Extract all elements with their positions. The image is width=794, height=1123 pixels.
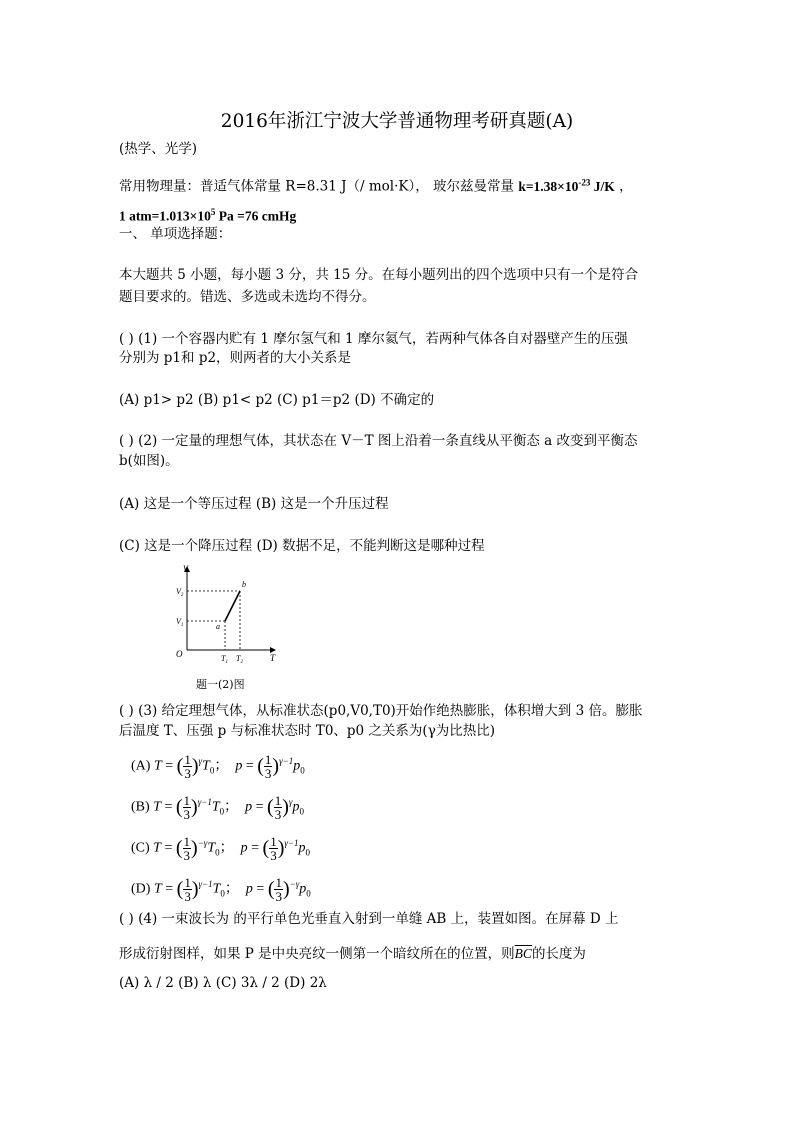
q1-options: (A) p1> p2 (B) p1< p2 (C) p1＝p2 (D) 不确定的 [119, 392, 435, 408]
p-exponent: −γ [289, 879, 300, 890]
option-label: (A) [131, 758, 151, 774]
label-v2-main: V [176, 587, 181, 596]
var-t0: T [211, 799, 220, 815]
equals: = [160, 799, 176, 815]
atm-text: 1 atm=1.013×10 [119, 208, 211, 224]
option-label: (D) [131, 881, 151, 897]
equals: = [161, 758, 177, 774]
fraction [274, 876, 283, 903]
denominator: 3 [264, 766, 272, 781]
q4-line-1: ( ) (4) 一束波长为 的平行单色光垂直入射到一单缝 AB 上，装置如图。在屏幕 D 上 [119, 911, 619, 927]
equals: = [242, 758, 258, 774]
var-p: p [245, 881, 253, 897]
sub-zero: 0 [306, 888, 311, 899]
option-label: (C) [131, 840, 150, 856]
paren-open: ( [175, 796, 183, 818]
paren-open: ( [262, 837, 270, 859]
denominator: 3 [275, 889, 282, 904]
p-exponent: γ−1 [284, 838, 299, 849]
q2-options-2: (C) 这是一个降压过程 (D) 数据不足，不能判断这是哪种过程 [119, 538, 485, 554]
label-t: T [270, 653, 276, 663]
numerator: 1 [184, 752, 191, 767]
paren-close: ) [282, 878, 290, 900]
label-b: b [242, 580, 246, 589]
q4-line-2 [119, 945, 586, 963]
q2-options-1: (A) 这是一个等压过程 (B) 这是一个升压过程 [119, 496, 389, 512]
numerator: 1 [264, 752, 272, 767]
paren-close: ) [277, 837, 285, 859]
label-v1-main: V [176, 617, 181, 626]
paren-open: ( [267, 796, 274, 818]
var-p0: p [298, 840, 306, 856]
t-exponent: γ [198, 756, 203, 767]
var-t: T [153, 881, 162, 897]
paren-open: ( [176, 755, 184, 777]
label-v1-sub: 1 [180, 623, 184, 628]
label-t2 [236, 654, 243, 665]
denominator: 3 [184, 889, 191, 904]
equals: = [252, 799, 268, 815]
paren-close: ) [191, 755, 199, 777]
fraction [183, 794, 192, 821]
var-p: p [240, 840, 248, 856]
equals: = [247, 840, 263, 856]
numerator: 1 [275, 875, 282, 890]
separator: ； [219, 840, 234, 856]
numerator: 1 [183, 834, 191, 849]
p-exponent: γ−1 [279, 756, 294, 767]
var-t: T [153, 758, 162, 774]
q4-line-2-text: 形成衍射图样，如果 P 是中央亮纹一侧第一个暗纹所在的位置，则 [119, 946, 515, 962]
fraction [269, 835, 278, 862]
label-t1-main: T [221, 654, 226, 663]
paren-close: ) [191, 878, 199, 900]
paren-close: ) [272, 755, 280, 777]
atm-exponent: 5 [210, 207, 216, 217]
constants-text: 常用物理量：普适气体常量 R=8.31 J（/ mol·K）， 玻尔兹曼常量 [119, 178, 515, 195]
q4-line-2-end: 的长度为 [531, 946, 586, 962]
numerator: 1 [184, 875, 191, 890]
constants-line [119, 173, 633, 196]
var-p0: p [292, 799, 300, 815]
atm-rest: Pa =76 cmHg [215, 208, 297, 224]
var-p: p [245, 799, 253, 815]
var-t0: T [202, 758, 210, 774]
k-value: k=1.38×10 [518, 178, 579, 194]
label-t1-sub: 1 [225, 660, 228, 665]
label-v2 [176, 587, 184, 598]
var-t: T [153, 840, 161, 856]
q3-option-b [131, 794, 304, 821]
label-a: a [216, 622, 220, 631]
q2-line-1: ( ) (2) 一定量的理想气体，其状态在 V－T 图上沿着一条直线从平衡态 a 改变到平衡态 [119, 433, 638, 449]
label-t1 [221, 654, 228, 665]
var-p0: p [293, 758, 301, 774]
denominator: 3 [183, 848, 191, 863]
constants-comma: ， [619, 178, 633, 195]
sub-zero: 0 [300, 765, 305, 776]
fraction [274, 794, 283, 821]
t-exponent: −γ [197, 838, 208, 849]
label-o: O [176, 649, 183, 659]
numerator: 1 [274, 793, 282, 808]
page-title: 2016年浙江宁波大学普通物理考研真题(A) [220, 111, 574, 132]
label-t2-sub: 2 [240, 660, 243, 665]
equals: = [160, 840, 176, 856]
q4-options: (A) λ / 2 (B) λ (C) 3λ / 2 (D) 2λ [119, 975, 327, 991]
fraction [183, 876, 192, 903]
p-exponent: γ [288, 797, 293, 808]
separator: ； [214, 758, 229, 774]
t-exponent: γ−1 [198, 879, 213, 890]
separator: ； [224, 881, 239, 897]
process-line [225, 591, 240, 621]
vt-diagram [170, 562, 290, 694]
denominator: 3 [274, 807, 282, 822]
var-t0: T [212, 881, 221, 897]
sub-zero: 0 [305, 847, 311, 858]
paren-open: ( [176, 878, 184, 900]
q3-line-2: 后温度 T、压强 p 与标准状态时 T0、p0 之关系为(γ为比热比) [119, 723, 496, 739]
k-unit: J/K [590, 178, 615, 194]
instructions-line-2: 题目要求的。错选、多选或未选均不得分。 [119, 289, 376, 305]
instructions-line-1: 本大题共 5 小题，每小题 3 分，共 15 分。在每小题列出的四个选项中只有一个是符合 [119, 267, 639, 283]
paren-open: ( [175, 837, 183, 859]
q2-line-2: b(如图)。 [119, 453, 179, 469]
q1-line-1: ( ) (1) 一个容器内贮有 1 摩尔氢气和 1 摩尔氦气，若两种气体各自对器壁产生的压强 [119, 331, 628, 347]
paren-open: ( [257, 755, 264, 777]
sub-zero: 0 [219, 806, 225, 817]
q1-line-2: 分别为 p1和 p2，则两者的大小关系是 [119, 350, 352, 366]
var-t: T [153, 799, 161, 815]
label-t2-main: T [236, 654, 241, 663]
var-p0: p [299, 881, 307, 897]
sub-zero: 0 [299, 806, 304, 817]
option-label: (B) [131, 799, 150, 815]
label-v: V [183, 564, 188, 573]
q3-option-c [131, 835, 310, 862]
figure-caption: 题一(2)图 [196, 678, 245, 691]
sub-zero: 0 [215, 847, 220, 858]
numerator: 1 [183, 793, 191, 808]
label-v2-sub: 2 [180, 593, 184, 598]
q3-line-1: ( ) (3) 给定理想气体，从标准状态(p0,V0,T0)开始作绝热膨胀，体积增大到 3 倍。膨胀 [119, 703, 643, 719]
sub-zero: 0 [220, 888, 225, 899]
atm-line [119, 203, 296, 226]
denominator: 3 [184, 766, 191, 781]
paren-close: ) [282, 796, 289, 818]
var-p: p [235, 758, 243, 774]
equals: = [161, 881, 177, 897]
label-v1 [176, 617, 183, 628]
fraction [183, 753, 192, 780]
paren-open: ( [267, 878, 275, 900]
var-t0: T [207, 840, 216, 856]
paren-close: ) [191, 796, 198, 818]
paren-close: ) [191, 837, 198, 859]
equals: = [252, 881, 268, 897]
denominator: 3 [270, 848, 277, 863]
fraction [183, 835, 192, 862]
subtitle: (热学、光学) [119, 141, 198, 157]
separator: ； [224, 799, 239, 815]
section-heading: 一、 单项选择题： [119, 226, 232, 242]
k-exponent: -23 [578, 177, 591, 187]
q3-option-a [131, 753, 305, 780]
t-exponent: γ−1 [197, 797, 212, 808]
denominator: 3 [183, 807, 191, 822]
sub-zero: 0 [209, 765, 215, 776]
bc-segment: $\overline{BC}$ [514, 946, 532, 961]
numerator: 1 [270, 834, 277, 849]
boltzmann-constant [518, 179, 614, 194]
q3-option-d [131, 876, 311, 903]
